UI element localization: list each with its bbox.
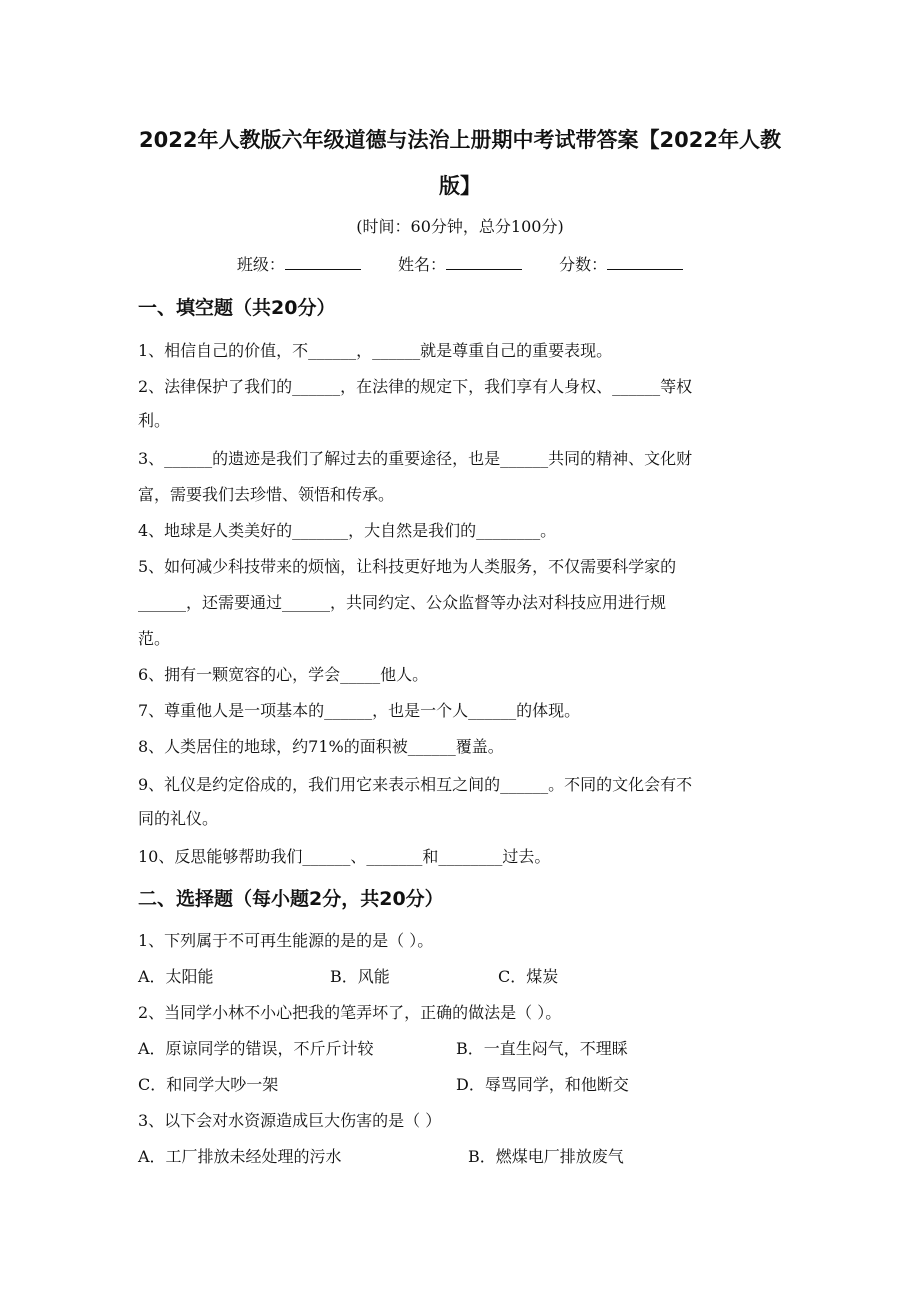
class-field <box>237 252 361 275</box>
fill-line: 1、相信自己的价值，不______，______就是尊重自己的重要表现。 <box>138 341 613 360</box>
fill-line: 9、礼仪是约定俗成的，我们用它来表示相互之间的______。不同的文化会有不 <box>138 775 693 794</box>
fill-line: 4、地球是人类美好的_______，大自然是我们的________。 <box>138 521 557 540</box>
fill-line: 6、拥有一颗宽容的心，学会_____他人。 <box>138 665 429 684</box>
name-blank <box>446 255 522 270</box>
fill-line: 2、法律保护了我们的______，在法律的规定下，我们享有人身权、______等权 <box>138 377 693 396</box>
exam-time-note: (时间：60分钟，总分100分) <box>356 217 564 236</box>
fill-line: 10、反思能够帮助我们______、_______和________过去。 <box>138 847 551 866</box>
fill-line: 7、尊重他人是一项基本的______，也是一个人______的体现。 <box>138 701 581 720</box>
section-2-heading: 二、选择题（每小题2分，共20分） <box>138 888 444 910</box>
question-stem: 1、下列属于不可再生能源的是的是（ ）。 <box>138 931 434 950</box>
option-b: B．风能 <box>330 967 390 986</box>
fill-line: ______，还需要通过______，共同约定、公众监督等办法对科技应用进行规 <box>138 593 667 612</box>
option-c: C．和同学大吵一架 <box>138 1075 279 1094</box>
fill-line: 同的礼仪。 <box>138 809 219 828</box>
question-stem: 2、当同学小林不小心把我的笔弄坏了，正确的做法是（ ）。 <box>138 1003 562 1022</box>
class-blank <box>285 255 361 270</box>
option-b: B．燃煤电厂排放废气 <box>468 1147 624 1166</box>
title-line-2: 版】 <box>439 174 481 198</box>
option-c: C．煤炭 <box>498 967 559 986</box>
student-info-row <box>0 252 920 275</box>
fill-line: 8、人类居住的地球，约71%的面积被______覆盖。 <box>138 737 504 756</box>
fill-line: 3、______的遗迹是我们了解过去的重要途径，也是______共同的精神、文化财 <box>138 449 693 468</box>
option-a: A．原谅同学的错误，不斤斤计较 <box>138 1039 374 1058</box>
section-1-heading: 一、填空题（共20分） <box>138 297 336 319</box>
option-a: A．太阳能 <box>138 967 214 986</box>
option-a: A．工厂排放未经处理的污水 <box>138 1147 342 1166</box>
name-label: 姓名： <box>397 255 446 274</box>
fill-line: 范。 <box>138 629 171 648</box>
score-label: 分数： <box>559 255 608 274</box>
fill-line: 富，需要我们去珍惜、领悟和传承。 <box>138 485 395 504</box>
option-d: D．辱骂同学，和他断交 <box>456 1075 629 1094</box>
class-label: 班级： <box>236 255 285 274</box>
option-b: B．一直生闷气，不理睬 <box>456 1039 628 1058</box>
question-stem: 3、以下会对水资源造成巨大伤害的是（ ） <box>138 1111 442 1130</box>
score-blank <box>607 255 683 270</box>
fill-line: 利。 <box>138 411 171 430</box>
fill-line: 5、如何减少科技带来的烦恼，让科技更好地为人类服务，不仅需要科学家的 <box>138 557 677 576</box>
title-line-1: 2022年人教版六年级道德与法治上册期中考试带答案【2022年人教 <box>139 128 781 152</box>
name-field <box>398 252 522 275</box>
score-field <box>559 252 683 275</box>
